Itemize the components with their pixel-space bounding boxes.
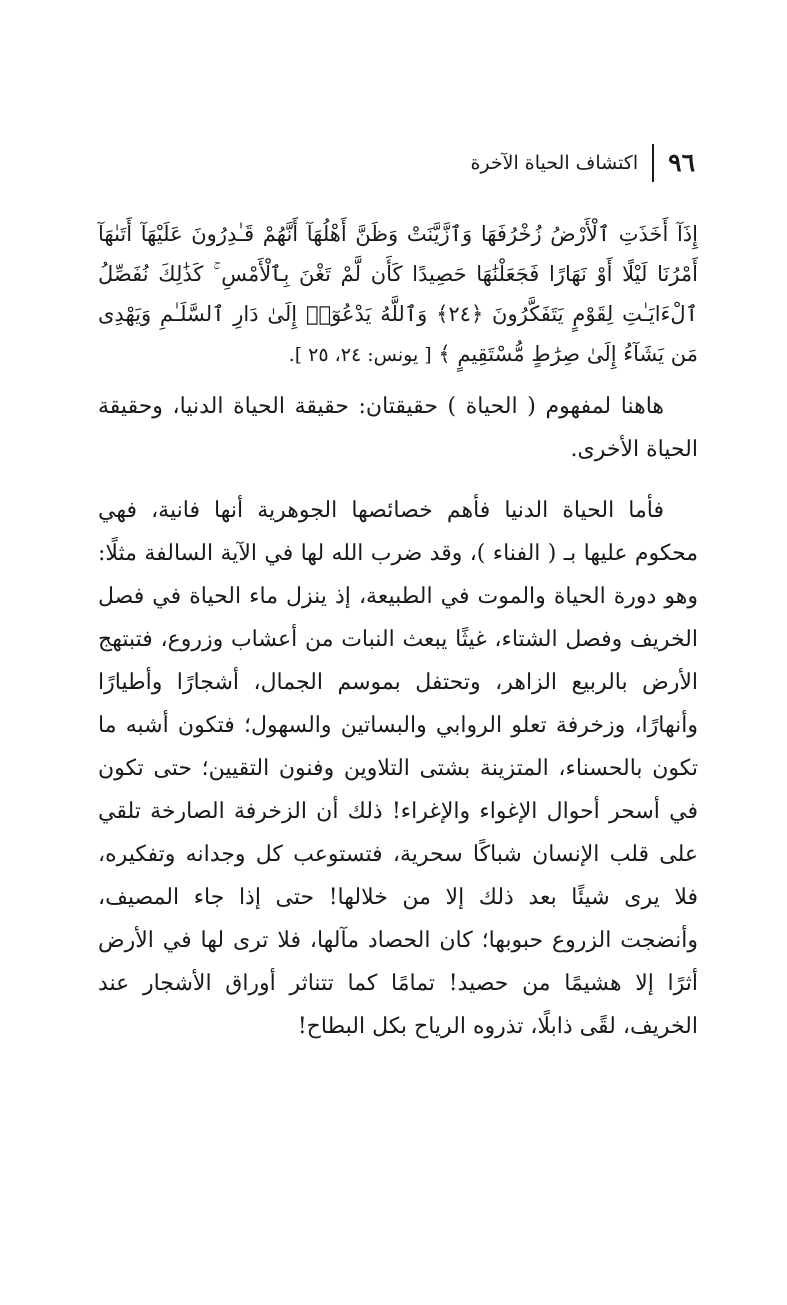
page-number: ٩٦ [668,148,695,177]
header-divider [652,144,654,182]
paragraph-2: فأما الحياة الدنيا فأهم خصائصها الجوهرية أنها فانية، فهي محكوم عليها بـ ( الفناء )، وقد ضرب الله لها في الآية السالفة مثلًا: وهو دورة الحياة والموت في الطبيعة، إذ ينزل ماء الحياة في فصل الخريف وفصل الشتاء، غيثًا يبعث النبات من أعشاب وزروع، فتبتهج الأرض بالربيع الزاهر، وتحتفل بموسم الجمال، أشجارًا وأطيارًا وأنهارًا، وزخرفة تعلو الروابي والبساتين والسهول؛ فتكون أشبه ما تكون بالحسناء، المتزينة بشتى التلاوين وفنون التقيين؛ حتى تكون في أسحر أحوال الإغواء والإغراء! ذلك أن الزخرفة الصارخة تلقي على قلب الإنسان شباكًا سحرية، فتستوعب كل وجدانه وتفكيره، فلا يرى شيئًا بعد ذلك إلا من خلالها! حتى إذا جاء المصيف، وأنضجت الزروع حبوبها؛ كان الحصاد مآلها، فلا ترى لها في الأرض أثرًا إلا هشيمًا من حصيد! تمامًا كما تتناثر أوراق الأشجار عند الخريف، لقًى ذابلًا، تذروه الرياح بكل البطاح! [98,498,698,1039]
verse-reference: [ يونس: ٢٤، ٢٥ ]. [288,344,432,366]
paragraph-1: هاهنا لمفهوم ( الحياة ) حقيقتان: حقيقة الحياة الدنيا، وحقيقة الحياة الأخرى. [98,394,698,462]
page-header [470,143,695,183]
verse-text: إِذَآ أَخَذَتِ ٱلْأَرْضُ زُخْرُفَهَا وَٱزَّيَّنَتْ وَظَنَّ أَهْلُهَآ أَنَّهُمْ قَـٰدِرُونَ عَلَيْهَآ أَتَىٰهَآ أَمْرُنَا لَيْلًا أَوْ نَهَارًا فَجَعَلْنَٰهَا حَصِيدًا كَأَن لَّمْ تَغْنَ بِٱلْأَمْسِ ۚ كَذَٰلِكَ نُفَصِّلُ ٱلْءَايَـٰتِ لِقَوْمٍ يَتَفَكَّرُونَ ﴿٢٤﴾ وَٱللَّهُ يَدْعُوٓا۟ إِلَىٰ دَارِ ٱلسَّلَـٰمِ وَيَهْدِى مَن يَشَآءُ إِلَىٰ صِرَٰطٍ مُّسْتَقِيمٍ ﴾ [98,222,698,366]
running-title: اكتشاف الحياة الآخرة [470,152,639,174]
page-body [98,214,698,1066]
quran-verse [98,214,698,375]
